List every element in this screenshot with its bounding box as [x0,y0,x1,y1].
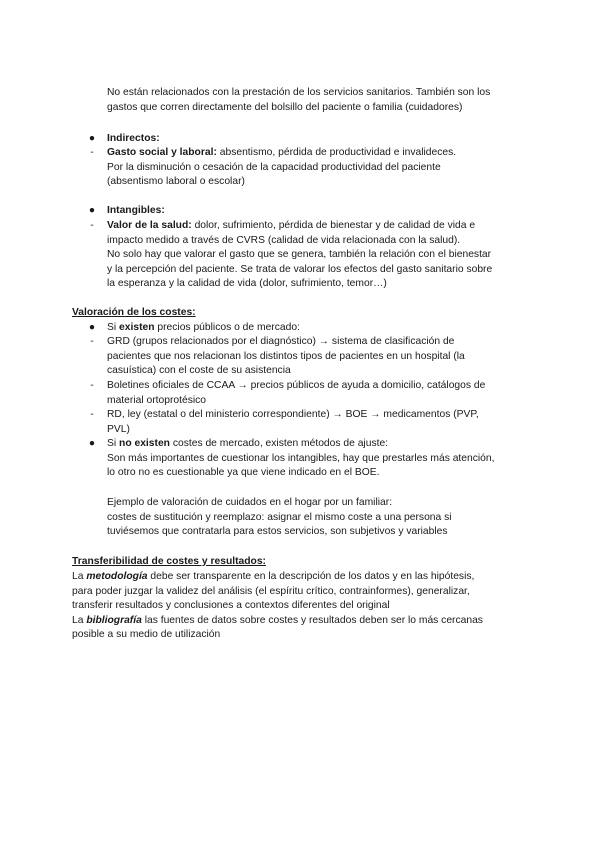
dash-icon: - [90,220,94,231]
boletines-item: Boletines oficiales de CCAA → precios públicos de ayuda a domicilio, catálogos de material ortoprotésico [107,380,486,406]
bullet-icon: ● [88,205,96,216]
dash-icon: - [90,380,94,391]
valoracion-bullet-existen: Si existen precios públicos o de mercado: [107,322,300,333]
dash-icon: - [90,336,94,347]
valoracion-bullet-no-existen: Si no existen costes de mercado, existen métodos de ajuste: Son más importantes de cuestionar los intangibles, hay que prestarles más atención, lo otro no es cuestionable ya que viene indicado en el BOE. [107,438,495,479]
intro-paragraph: No están relacionados con la prestación de los servicios sanitarios. También son los gastos que corren directamente del bolsillo del paciente o familia (cuidadores) [107,87,491,113]
bullet-icon: ● [88,133,96,144]
dash-icon: - [90,147,94,158]
intangibles-heading: Intangibles: [107,205,165,216]
rd-item: RD, ley (estatal o del ministerio correspondiente) → BOE → medicamentos (PVP, PVL) [107,409,479,435]
transferibilidad-heading: Transferibilidad de costes y resultados: [72,556,266,567]
bullet-icon: ● [88,438,96,449]
dash-icon: - [90,409,94,420]
intangibles-item: Valor de la salud: dolor, sufrimiento, pérdida de bienestar y de calidad de vida e impacto medido a través de CVRS (calidad de vida relacionada con la salud). No solo hay que valorar el gasto que se genera, también la relación con el bienestar y la percepción del paciente. Se trata de valorar los efectos del gasto sanitario sobre la esperanza y la calidad de vida (dolor, sufrimiento, temor…) [107,220,493,290]
transferibilidad-paragraph: La metodología debe ser transparente en la descripción de los datos y en las hipótesis, para poder juzgar la validez del análisis (el espíritu crítico, contrainformes), generalizar, transferir resultados y conclusiones a contextos diferentes del original La bibliografía las fuentes de datos sobre costes y resultados deben ser lo más cercanas posible a su medio de utilización [72,571,483,641]
indirectos-item: Gasto social y laboral: absentismo, pérdida de productividad e invalideces. Por la disminución o cesación de la capacidad productividad del paciente (absentismo laboral o escolar) [107,147,457,188]
bullet-icon: ● [88,322,96,333]
ejemplo-paragraph: Ejemplo de valoración de cuidados en el hogar por un familiar: costes de sustitución y reemplazo: asignar el mismo coste a una persona si tuviésemos que contratarla para estos servicios, son subjetivos y variables [107,497,452,538]
indirectos-heading: Indirectos: [107,133,160,144]
grd-item: GRD (grupos relacionados por el diagnóstico) → sistema de clasificación de pacientes que nos relacionan los distintos tipos de pacientes en un hospital (la casuística) con el coste de su asistencia [107,336,465,377]
valoracion-heading: Valoración de los costes: [72,307,196,318]
